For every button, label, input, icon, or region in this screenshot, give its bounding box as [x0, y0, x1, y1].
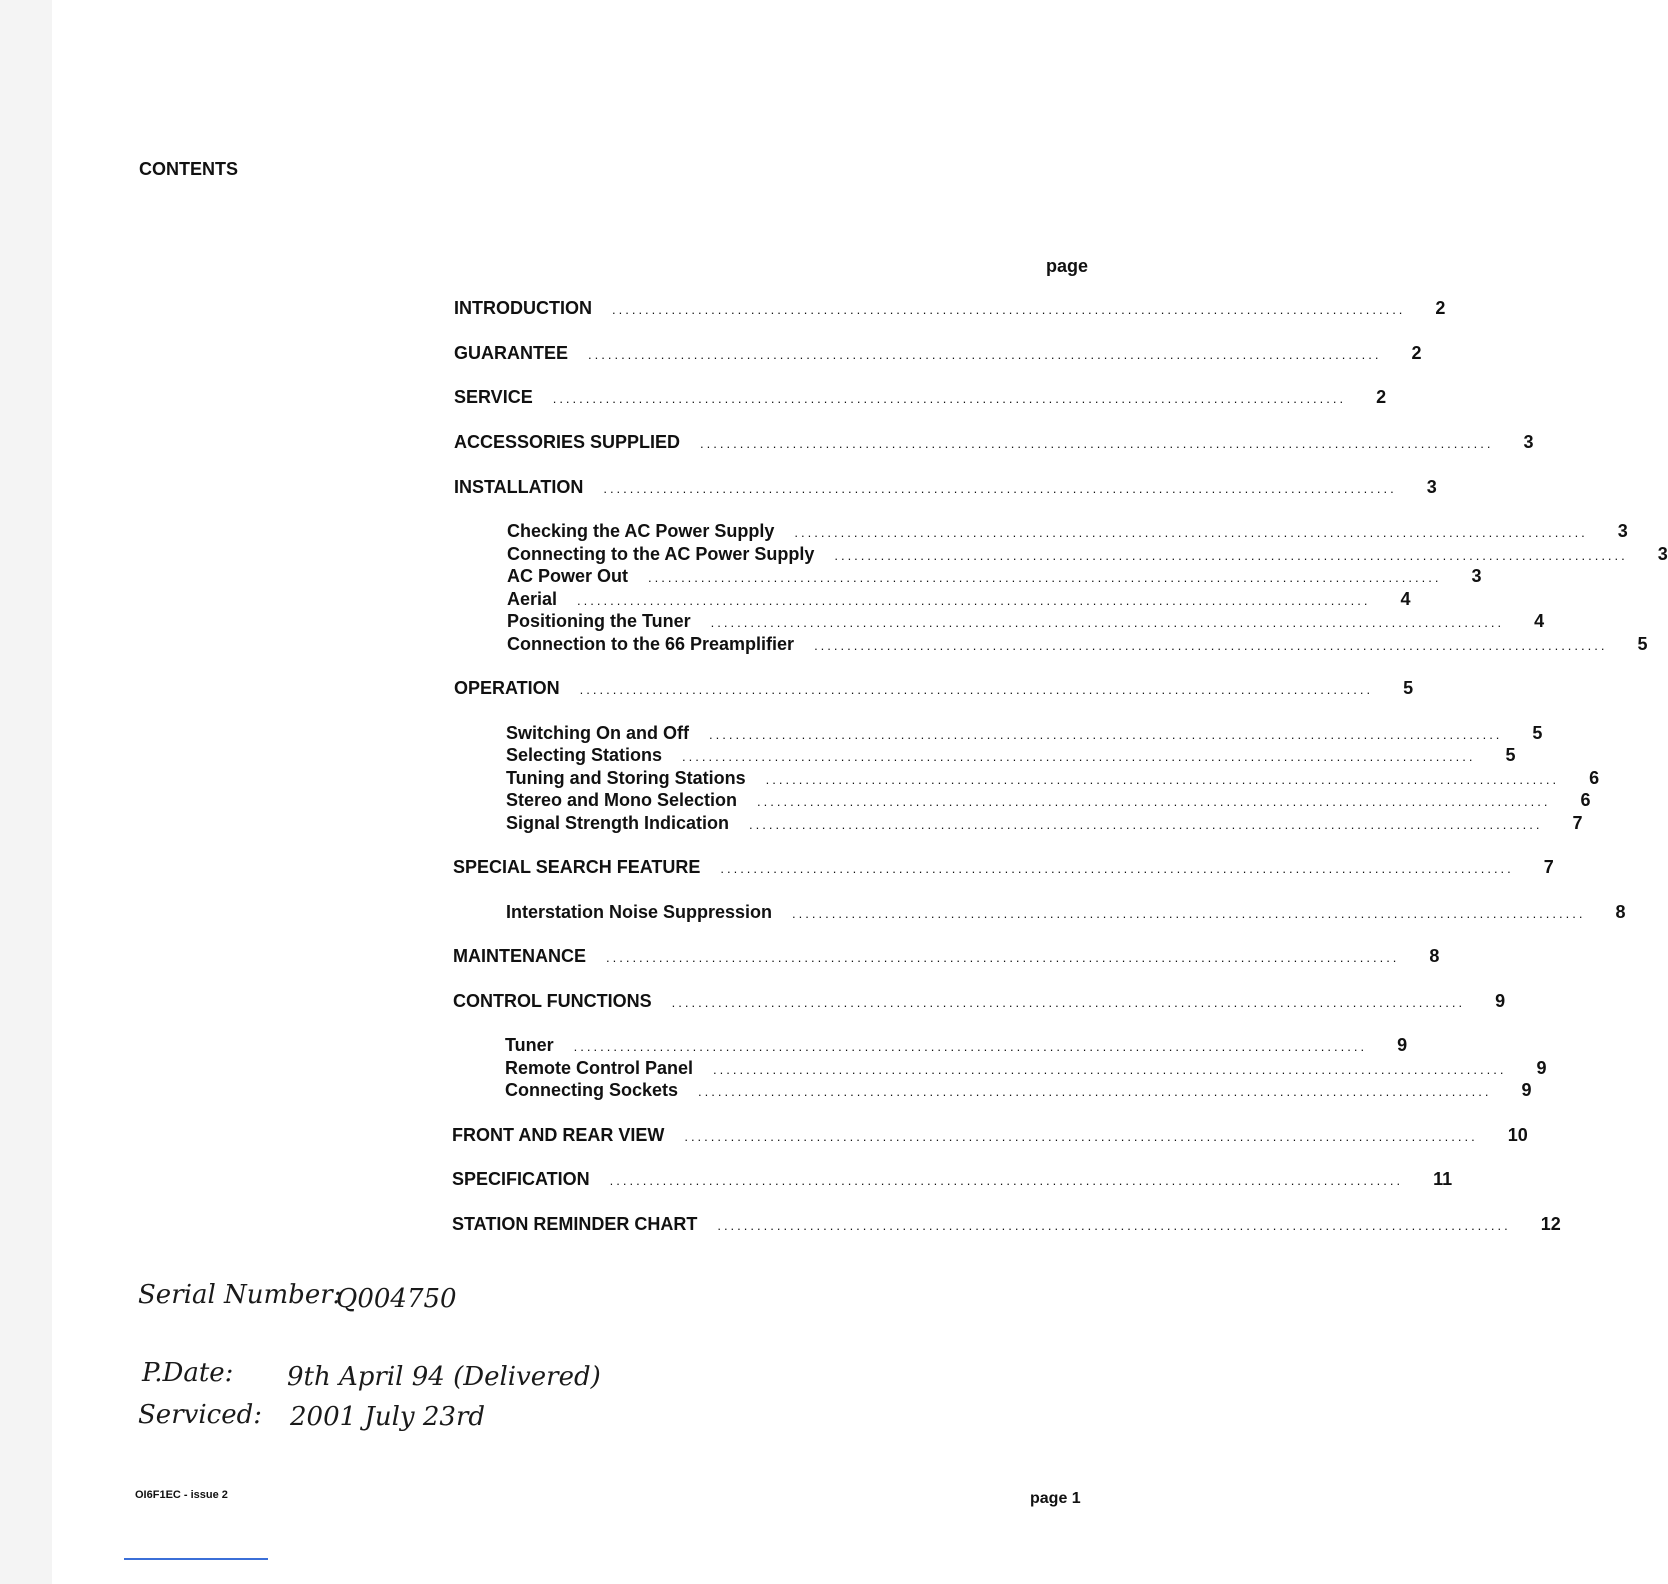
- toc-entry[interactable]: [454, 298, 1446, 320]
- dot-leader: ........................................................................................................................: [709, 727, 1503, 742]
- dot-leader: ........................................................................................................................: [552, 391, 1347, 406]
- document-code: OI6F1EC - issue 2: [135, 1489, 228, 1501]
- toc-entry-page: 9: [1397, 1035, 1408, 1055]
- toc-entry[interactable]: [454, 432, 1534, 454]
- toc-subentry[interactable]: [507, 544, 1668, 566]
- toc-entry-page: 10: [1507, 1125, 1528, 1145]
- toc-entry-title: CONTROL FUNCTIONS: [453, 991, 652, 1011]
- toc-entry-title: Selecting Stations: [506, 745, 663, 765]
- dot-leader: ........................................................................................................................: [612, 302, 1406, 317]
- page-number: page 1: [1030, 1490, 1081, 1507]
- toc-subentry[interactable]: [505, 1080, 1532, 1102]
- handwritten-pdate-label: P.Date:: [142, 1358, 234, 1388]
- dot-leader: ........................................................................................................................: [671, 995, 1466, 1010]
- toc-entry-title: Signal Strength Indication: [506, 813, 730, 833]
- toc-entry-page: 7: [1572, 813, 1583, 833]
- toc-entry-page: 12: [1540, 1214, 1561, 1234]
- toc-entry-page: 5: [1532, 723, 1543, 743]
- toc-entry[interactable]: [453, 857, 1554, 879]
- toc-entry-title: GUARANTEE: [454, 343, 569, 363]
- toc-subentry[interactable]: [507, 589, 1411, 611]
- toc-subentry[interactable]: [506, 745, 1516, 767]
- dot-leader: ........................................................................................................................: [792, 906, 1586, 921]
- toc-entry-title: SPECIFICATION: [452, 1169, 590, 1189]
- toc-entry-title: OPERATION: [454, 678, 560, 698]
- toc-entry-page: 5: [1505, 745, 1516, 765]
- toc-entry[interactable]: [452, 1214, 1561, 1236]
- toc-entry-title: Stereo and Mono Selection: [506, 790, 738, 810]
- toc-entry-page: 3: [1471, 566, 1482, 586]
- toc-entry-title: INTRODUCTION: [454, 298, 592, 318]
- dot-leader: ........................................................................................................................: [588, 347, 1382, 362]
- toc-entry-title: Connecting Sockets: [505, 1080, 679, 1100]
- handwritten-pdate-value: 9th April 94 (Delivered): [287, 1362, 601, 1392]
- toc-entry-title: FRONT AND REAR VIEW: [452, 1125, 665, 1145]
- toc-entry-title: Positioning the Tuner: [507, 611, 691, 631]
- toc-entry-title: Tuning and Storing Stations: [506, 768, 746, 788]
- toc-entry[interactable]: [452, 1125, 1528, 1147]
- toc-entry-page: 5: [1403, 678, 1414, 698]
- toc-subentry[interactable]: [507, 611, 1545, 633]
- toc-subentry[interactable]: [506, 768, 1600, 790]
- toc-subentry[interactable]: [506, 790, 1591, 812]
- toc-entry-page: 2: [1435, 298, 1446, 318]
- toc-entry-page: 9: [1536, 1058, 1547, 1078]
- scan-artifact-line: [124, 1558, 268, 1560]
- toc-entry-page: 3: [1657, 544, 1668, 564]
- dot-leader: ........................................................................................................................: [757, 794, 1551, 809]
- dot-leader: ........................................................................................................................: [698, 1084, 1492, 1099]
- toc-entry-title: Aerial: [507, 589, 558, 609]
- toc-entry[interactable]: [453, 946, 1440, 968]
- toc-entry-title: Checking the AC Power Supply: [507, 521, 775, 541]
- toc-entry-page: 6: [1580, 790, 1591, 810]
- toc-entry-page: 9: [1521, 1080, 1532, 1100]
- toc-entry-title: SPECIAL SEARCH FEATURE: [453, 857, 701, 877]
- toc-entry-page: 8: [1429, 946, 1440, 966]
- toc-entry-title: Tuner: [505, 1035, 554, 1055]
- toc-entry[interactable]: [452, 1169, 1453, 1191]
- toc-entry-page: 7: [1543, 857, 1554, 877]
- toc-entry-page: 6: [1589, 768, 1600, 788]
- toc-entry-page: 3: [1523, 432, 1534, 452]
- dot-leader: ........................................................................................................................: [603, 481, 1397, 496]
- page-column-label: page: [1045, 256, 1088, 276]
- toc-entry-title: Remote Control Panel: [505, 1058, 694, 1078]
- dot-leader: ........................................................................................................................: [720, 861, 1514, 876]
- toc-entry-page: 3: [1617, 521, 1628, 541]
- dot-leader: ........................................................................................................................: [573, 1039, 1368, 1054]
- dot-leader: ........................................................................................................................: [749, 817, 1543, 832]
- toc-entry-page: 9: [1495, 991, 1506, 1011]
- toc-subentry[interactable]: [506, 723, 1543, 745]
- dot-leader: ........................................................................................................................: [834, 548, 1628, 563]
- toc-entry-page: 4: [1400, 589, 1411, 609]
- handwritten-serial-value: Q004750: [336, 1284, 457, 1314]
- dot-leader: ........................................................................................................................: [682, 749, 1476, 764]
- toc-entry[interactable]: [454, 678, 1414, 700]
- toc-entry-page: 2: [1411, 343, 1422, 363]
- toc-entry-title: ACCESSORIES SUPPLIED: [454, 432, 681, 452]
- toc-subentry[interactable]: [507, 566, 1482, 588]
- dot-leader: ........................................................................................................................: [606, 950, 1400, 965]
- toc-entry-title: Connecting to the AC Power Supply: [507, 544, 815, 564]
- toc-entry-title: Switching On and Off: [506, 723, 689, 743]
- toc-entry-page: 3: [1426, 477, 1437, 497]
- toc-entry-title: Interstation Noise Suppression: [506, 902, 773, 922]
- toc-subentry[interactable]: [507, 521, 1628, 543]
- toc-entry-title: AC Power Out: [507, 566, 629, 586]
- handwritten-serviced-value: 2001 July 23rd: [290, 1402, 486, 1432]
- page-title: CONTENTS: [139, 159, 238, 179]
- dot-leader: ........................................................................................................................: [717, 1218, 1511, 1233]
- dot-leader: ........................................................................................................................: [765, 772, 1560, 787]
- toc-entry-page: 4: [1534, 611, 1545, 631]
- toc-entry[interactable]: [454, 477, 1437, 499]
- dot-leader: ........................................................................................................................: [700, 436, 1494, 451]
- handwritten-serviced-label: Serviced:: [138, 1400, 262, 1430]
- dot-leader: ........................................................................................................................: [710, 615, 1505, 630]
- toc-entry[interactable]: [454, 387, 1387, 409]
- toc-subentry[interactable]: [507, 634, 1648, 656]
- toc-entry-title: MAINTENANCE: [453, 946, 586, 966]
- dot-leader: ........................................................................................................................: [577, 593, 1371, 608]
- toc-subentry[interactable]: [506, 813, 1583, 835]
- dot-leader: ........................................................................................................................: [713, 1062, 1507, 1077]
- toc-subentry[interactable]: [505, 1035, 1408, 1057]
- toc-entry-title: INSTALLATION: [454, 477, 584, 497]
- dot-leader: ........................................................................................................................: [648, 570, 1442, 585]
- dot-leader: ........................................................................................................................: [814, 638, 1608, 653]
- toc-entry[interactable]: [453, 991, 1506, 1013]
- toc-subentry[interactable]: [505, 1058, 1547, 1080]
- handwritten-serial-label: Serial Number:: [138, 1280, 342, 1310]
- toc-entry-page: 11: [1433, 1169, 1453, 1189]
- dot-leader: ........................................................................................................................: [794, 525, 1588, 540]
- dot-leader: ........................................................................................................................: [579, 682, 1374, 697]
- toc-entry-title: STATION REMINDER CHART: [452, 1214, 698, 1234]
- dot-leader: ........................................................................................................................: [684, 1129, 1478, 1144]
- toc-entry[interactable]: [454, 343, 1422, 365]
- toc-subentry[interactable]: [506, 902, 1626, 924]
- toc-entry-title: SERVICE: [454, 387, 533, 407]
- toc-entry-title: Connection to the 66 Preamplifier: [507, 634, 795, 654]
- toc-entry-page: 5: [1637, 634, 1648, 654]
- toc-entry-page: 8: [1615, 902, 1626, 922]
- dot-leader: ........................................................................................................................: [609, 1173, 1404, 1188]
- toc-entry-page: 2: [1376, 387, 1387, 407]
